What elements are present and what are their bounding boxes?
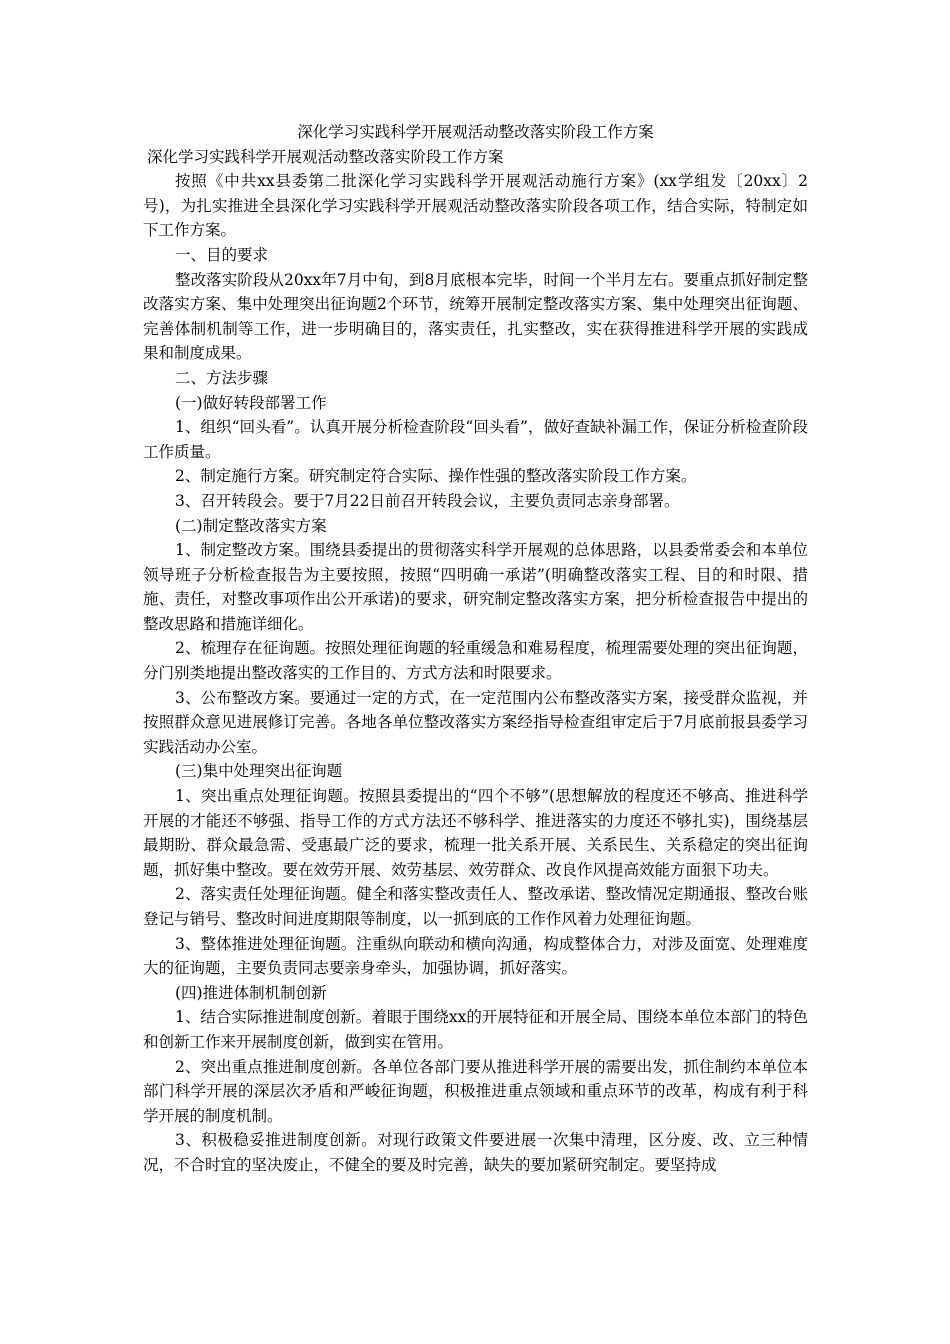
subsection-2-item: 1、制定整改方案。围绕县委提出的贯彻落实科学开展观的总体思路，以县委常委会和本单位领导班子分析检查报告为主要按照，按照“四明确一承诺”(明确整改落实工程、目的和时限、措施、责任，对整改事项作出公开承诺)的要求，研究制定整改落实方案，把分析检查报告中提出的整改思路和措施详细化。	[143, 541, 808, 633]
subsection-2-item: 3、公布整改方案。要通过一定的方式，在一定范围内公布整改落实方案，接受群众监视，并按照群众意见进展修订完善。各地各单位整改落实方案经指导检查组审定后于7月底前报县委学习实践活动办公室。	[143, 688, 808, 756]
subsection-3-item: 2、落实责任处理征询题。健全和落实整改责任人、整改承诺、整改情况定期通报、整改台账登记与销号、整改时间进度期限等制度，以一抓到底的工作作风着力处理征询题。	[143, 885, 808, 928]
section-2-heading: 二、方法步骤	[175, 368, 269, 387]
document-body	[143, 120, 808, 1178]
subsection-1-item: 2、制定施行方案。研究制定符合实际、操作性强的整改落实阶段工作方案。	[175, 467, 697, 486]
subsection-2-item: 2、梳理存在征询题。按照处理征询题的轻重缓急和难易程度，梳理需要处理的突出征询题，分门别类地提出整改落实的工作目的、方式方法和时限要求。	[143, 639, 808, 683]
subsection-1-item: 1、组织“回头看”。认真开展分析检查阶段“回头看”，做好查缺补漏工作，保证分析检查阶段工作质量。	[143, 418, 808, 461]
document-subtitle: 深化学习实践科学开展观活动整改落实阶段工作方案	[147, 147, 504, 166]
subsection-3-item: 3、整体推进处理征询题。注重纵向联动和横向沟通，构成整体合力，对涉及面宽、处理难度大的征询题，主要负责同志要亲身牵头，加强协调，抓好落实。	[143, 934, 808, 978]
subsection-4-item: 1、结合实际推进制度创新。着眼于围绕xx的开展特征和开展全局、围绕本单位本部门的特色和创新工作来开展制度创新，做到实在管用。	[143, 1008, 808, 1051]
section-1-paragraph: 整改落实阶段从20xx年7月中旬，到8月底根本完毕，时间一个半月左右。要重点抓好制定整改落实方案、集中处理突出征询题2个环节，统筹开展制定整改落实方案、集中处理突出征询题、完善体制机制等工作，进一步明确目的，落实责任，扎实整改，实在获得推进科学开展的实践成果和制度成果。	[143, 270, 808, 363]
document-title: 深化学习实践科学开展观活动整改落实阶段工作方案	[297, 123, 654, 141]
subsection-3-item: 1、突出重点处理征询题。按照县委提出的“四个不够”(思想解放的程度还不够高、推进科学开展的才能还不够强、指导工作的方式方法还不够科学、推进落实的力度还不够扎实)，围绕基层最期盼、群众最急需、受惠最广泛的要求，梳理一批关系开展、关系民生、关系稳定的突出征询题，抓好集中整改。要在效劳开展、效劳基层、效劳群众、改良作风提高效能方面狠下功夫。	[143, 787, 808, 879]
subsection-4-heading: (四)推进体制机制创新	[175, 983, 327, 1002]
subsection-3-heading: (三)集中处理突出征询题	[175, 762, 343, 781]
subsection-4-item: 2、突出重点推进制度创新。各单位各部门要从推进科学开展的需要出发，抓住制约本单位本部门科学开展的深层次矛盾和严峻征询题，积极推进重点领域和重点环节的改革，构成有利于科学开展的制度机制。	[143, 1057, 808, 1125]
section-1-heading: 一、目的要求	[175, 245, 269, 264]
subsection-4-item: 3、积极稳妥推进制度创新。对现行政策文件要进展一次集中清理，区分废、改、立三种情况，不合时宜的坚决废止，不健全的要及时完善，缺失的要加紧研究制定。要坚持成	[143, 1131, 808, 1174]
intro-paragraph: 按照《中共xx县委第二批深化学习实践科学开展观活动施行方案》(xx学组发〔20xx〕2号)，为扎实推进全县深化学习实践科学开展观活动整改落实阶段各项工作，结合实际，特制定如下工作方案。	[143, 172, 808, 240]
subsection-1-heading: (一)做好转段部署工作	[175, 393, 327, 412]
subsection-1-item: 3、召开转段会。要于7月22日前召开转段会议，主要负责同志亲身部署。	[175, 491, 680, 510]
subsection-2-heading: (二)制定整改落实方案	[175, 516, 327, 535]
